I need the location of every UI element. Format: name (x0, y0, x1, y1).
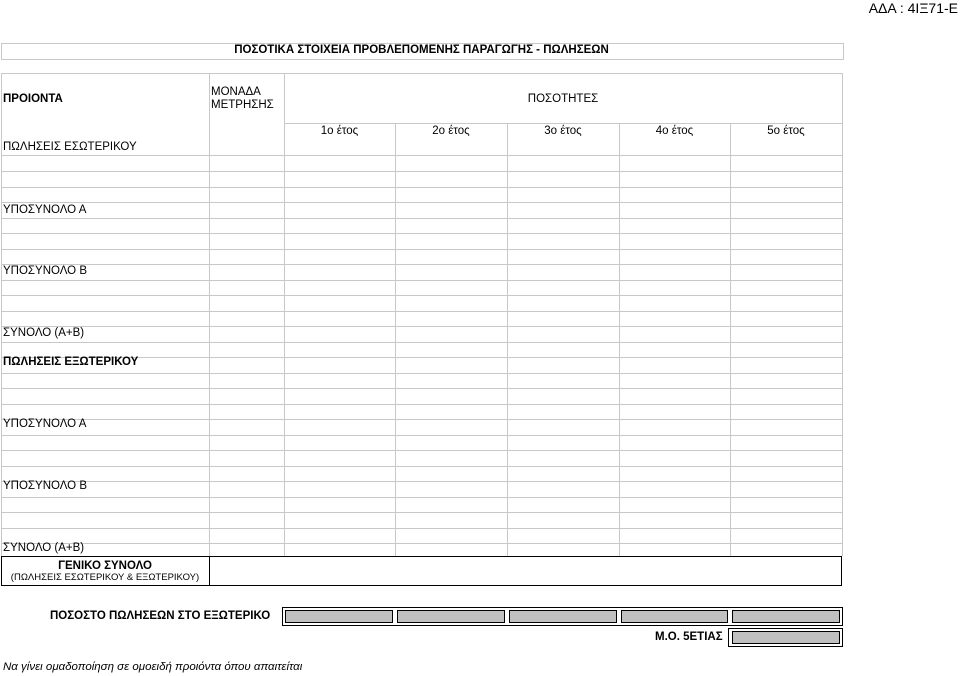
domestic-subtotal-b: ΥΠΟΣΥΝΟΛΟ Β (3, 265, 87, 277)
grid-hline (1, 388, 842, 389)
grid-vline (209, 73, 210, 556)
grid-hline (1, 497, 842, 498)
grid-hline (1, 326, 842, 327)
grid-hline (1, 342, 842, 343)
grid-hline (1, 481, 842, 482)
grid-hline (284, 123, 842, 124)
average-cell[interactable] (732, 631, 840, 644)
header-products: ΠΡΟΙΟΝΤΑ (3, 93, 63, 105)
year-5: 5ο έτος (767, 125, 805, 137)
export-pct-cell-3[interactable] (509, 610, 617, 623)
header-quantities: ΠΟΣΟΤΗΤΕΣ (527, 93, 599, 105)
year-3: 3ο έτος (544, 125, 582, 137)
export-subtotal-b: ΥΠΟΣΥΝΟΛΟ Β (3, 480, 87, 492)
grid-vline (619, 123, 620, 556)
grid-hline (1, 450, 842, 451)
grid-hline (1, 264, 842, 265)
grid-vline (842, 73, 843, 556)
grid-hline (1, 218, 842, 219)
grid-hline (1, 202, 842, 203)
grid-hline (1, 155, 842, 156)
grid-hline (1, 295, 842, 296)
grid-hline (1, 187, 842, 188)
grid-vline (284, 73, 285, 556)
grid-hline (1, 73, 842, 74)
footnote: Να γίνει ομαδοποίηση σε ομοειδή προιόντα όπου απαιτείται (3, 661, 303, 673)
grid-hline (1, 373, 842, 374)
header-unit-line2: ΜΕΤΡΗΣΗΣ (211, 99, 274, 111)
ada-code: ΑΔΑ : 4ΙΞ71-Ε (868, 0, 958, 16)
grid-hline (1, 280, 842, 281)
grid-vline (507, 123, 508, 556)
grid-hline (1, 311, 842, 312)
export-pct-cell-1[interactable] (285, 610, 393, 623)
grid-hline (1, 404, 842, 405)
year-1: 1ο έτος (320, 125, 359, 137)
export-pct-cell-4[interactable] (621, 610, 728, 623)
domestic-subtotal-a: ΥΠΟΣΥΝΟΛΟ Α (3, 204, 87, 216)
grid-hline (1, 528, 842, 529)
average-label: Μ.Ο. 5ΕΤΙΑΣ (655, 631, 723, 643)
grand-total-sub: (ΠΩΛΗΣΕΙΣ ΕΣΩΤΕΡΙΚΟΥ & ΕΞΩΤΕΡΙΚΟΥ) (10, 572, 200, 583)
grid-hline (1, 543, 842, 544)
grid-hline (1, 171, 842, 172)
domestic-total: ΣΥΝΟΛΟ (Α+Β) (3, 327, 85, 339)
grid-vline (395, 123, 396, 556)
export-pct-cell-2[interactable] (397, 610, 505, 623)
grid-hline (1, 435, 842, 436)
grid-vline (1, 73, 2, 556)
grid-hline (1, 512, 842, 513)
export-pct-label: ΠΟΣΟΣΤΟ ΠΩΛΗΣΕΩΝ ΣΤΟ ΕΞΩΤΕΡΙΚΟ (50, 610, 271, 622)
grid-vline (730, 123, 731, 556)
grand-total-label: ΓΕΝΙΚΟ ΣΥΝΟΛΟ (58, 560, 152, 572)
header-unit-line1: ΜΟΝΑΔΑ (211, 86, 261, 98)
grid-hline (1, 249, 842, 250)
grand-total-divider (209, 556, 210, 586)
export-subtotal-a: ΥΠΟΣΥΝΟΛΟ Α (3, 418, 87, 430)
grid-hline (1, 419, 842, 420)
export-heading: ΠΩΛΗΣΕΙΣ ΕΞΩΤΕΡΙΚΟΥ (3, 356, 139, 368)
year-4: 4ο έτος (655, 125, 694, 137)
export-total: ΣΥΝΟΛΟ (Α+Β) (3, 542, 85, 554)
grid-hline (1, 233, 842, 234)
page-title: ΠΟΣΟΤΙΚΑ ΣΤΟΙΧΕΙΑ ΠΡΟΒΛΕΠΟΜΕΝΗΣ ΠΑΡΑΓΩΓΗΣ - ΠΩΛΗΣΕΩΝ (234, 44, 609, 56)
year-2: 2ο έτος (432, 125, 470, 137)
grid-hline (1, 466, 842, 467)
export-pct-cell-5[interactable] (732, 610, 840, 623)
domestic-heading: ΠΩΛΗΣΕΙΣ ΕΣΩΤΕΡΙΚΟΥ (3, 141, 137, 153)
